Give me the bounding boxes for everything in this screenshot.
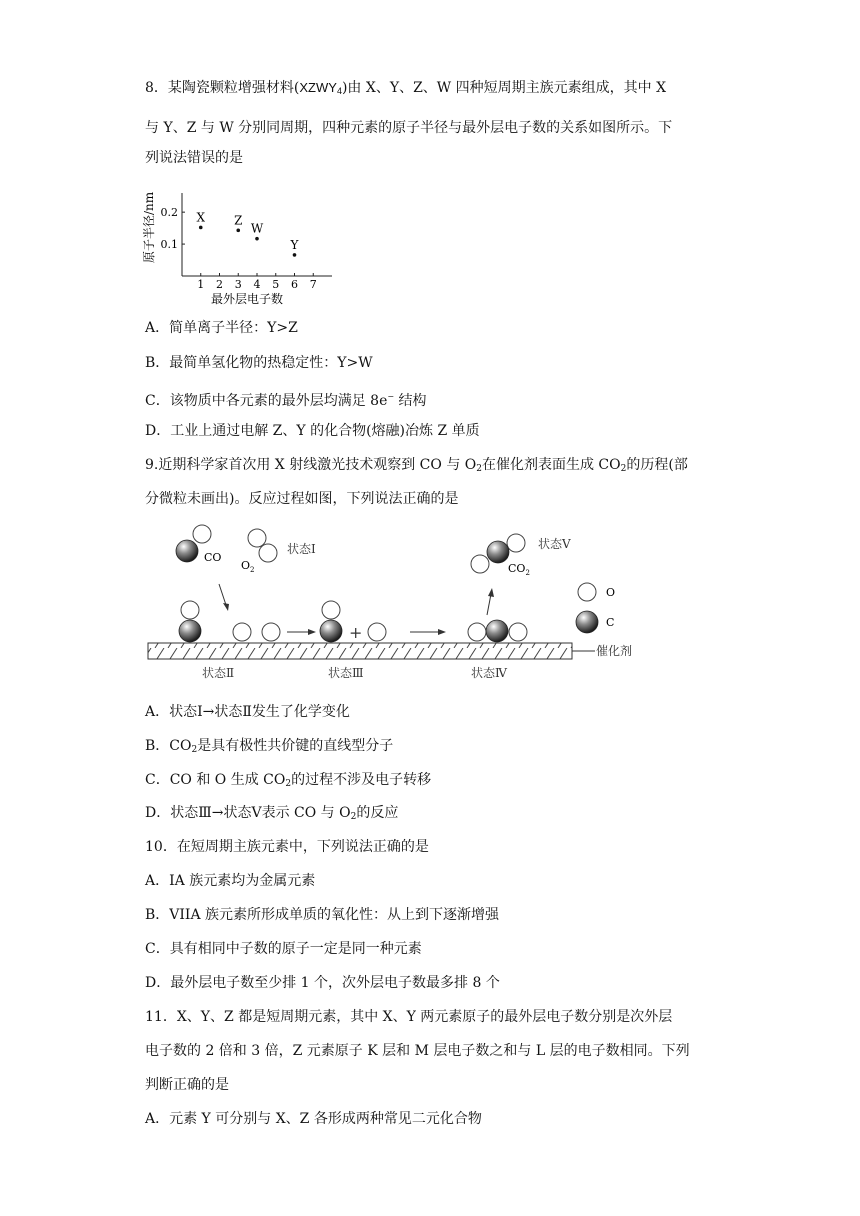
x-tick-label: 7 (309, 278, 317, 291)
arrowhead-3-4 (438, 629, 446, 635)
point-label-x: X (196, 210, 206, 225)
q9-sub-co2: 2 (620, 464, 627, 474)
legend-o-label: O (606, 586, 616, 599)
legend-c-icon (576, 611, 598, 633)
legend-o-icon (578, 583, 596, 601)
x-tick-label: 6 (291, 278, 298, 291)
q8-line1-post: )由 X、Y、Z、W 四种短周期主族元素组成，其中 X (341, 80, 667, 96)
q8-option-c-sup: − (387, 392, 395, 401)
arrowhead-4-5 (488, 588, 494, 597)
q9-option-c-b: 的过程不涉及电子转移 (291, 772, 432, 788)
point-label-y: Y (290, 237, 299, 252)
q11-stem-line2: 电子数的 2 倍和 3 倍，Z 元素原子 K 层和 M 层电子数之和与 L 层的电子数相同。下列 (145, 1043, 690, 1059)
q9-option-b (145, 736, 393, 760)
q9-option-d-sub: 2 (350, 812, 357, 822)
q9-option-d (145, 803, 398, 827)
o2-label: $O_2$ (241, 559, 255, 574)
point-label-w: W (250, 221, 264, 236)
q8-option-c-post: 结构 (394, 393, 427, 409)
catalyst-label: 催化剂 (596, 644, 633, 658)
legend (576, 583, 615, 633)
state-1 (176, 525, 316, 574)
data-point-z (236, 229, 240, 233)
q8-option-d: D．工业上通过电解 Z、Y 的化合物(熔融)冶炼 Z 单质 (145, 423, 480, 439)
q9-stem-line1 (145, 455, 688, 479)
q8-stem-line3: 列说法错误的是 (145, 150, 243, 166)
q8-stem-line1 (145, 78, 666, 101)
state-3-label: 状态Ⅲ (328, 666, 364, 680)
state-1-label: 状态Ⅰ (287, 542, 316, 556)
arrowhead-2-3 (308, 629, 316, 635)
q9-option-d-b: 的反应 (356, 805, 399, 821)
chart-ylabel: 原子半径/nm (142, 191, 156, 263)
q9-option-d-a: D．状态Ⅲ→状态Ⅴ表示 CO 与 O (145, 805, 351, 821)
state-5 (471, 534, 571, 577)
q9-option-c-a: C．CO 和 O 生成 CO (145, 772, 286, 788)
q10-stem: 10．在短周期主族元素中，下列说法正确的是 (145, 839, 429, 855)
arrow-1-2 (219, 584, 226, 605)
catalyst-surface (148, 643, 572, 659)
radius-chart (140, 185, 340, 310)
q8-option-b: B．最简单氢化物的热稳定性：Y>W (145, 355, 373, 371)
x-tick-label: 4 (253, 278, 261, 291)
state-4-label: 状态Ⅳ (471, 666, 507, 680)
q11-option-a: A．元素 Y 可分别与 X、Z 各形成两种常见二元化合物 (145, 1111, 482, 1127)
q8-option-c-pre: C．该物质中各元素的最外层均满足 8e (145, 393, 388, 409)
x-tick-label: 1 (197, 278, 205, 291)
chart-xlabel: 最外层电子数 (210, 292, 284, 306)
point-label-z: Z (234, 213, 243, 228)
q9-option-c (145, 770, 431, 794)
q10-option-c: C．具有相同中子数的原子一定是同一种元素 (145, 941, 422, 957)
q9-option-b-a: B．CO (145, 738, 192, 754)
q9-option-b-sub: 2 (191, 745, 198, 755)
state-2 (179, 601, 280, 680)
arrowhead-1-2 (223, 603, 229, 611)
data-point-y (293, 253, 297, 257)
q9-stem-line2: 分微粒未画出)。反应过程如图，下列说法正确的是 (145, 491, 459, 507)
q10-option-d: D．最外层电子数至少排 1 个，次外层电子数最多排 8 个 (145, 975, 500, 991)
co2-label: $CO_2$ (508, 562, 530, 577)
data-point-x (199, 226, 203, 230)
formula (299, 80, 342, 95)
q9-line1-b: 在催化剂表面生成 CO (481, 457, 621, 473)
q8-stem-line2: 与 Y、Z 与 W 分别同周期，四种元素的原子半径与最外层电子数的关系如图所示。下 (145, 120, 673, 136)
q9-line1-c: 的历程(部 (626, 457, 688, 473)
q9-option-b-b: 是具有极性共价键的直线型分子 (197, 738, 394, 754)
q9-sub-o2: 2 (476, 464, 482, 474)
x-tick-label: 5 (272, 278, 280, 291)
reaction-diagram (140, 522, 660, 687)
plus-sign: + (349, 623, 363, 642)
y-tick-label: 0.2 (160, 206, 178, 220)
q10-option-a: A．IA 族元素均为金属元素 (145, 873, 316, 889)
state-3 (320, 601, 386, 680)
formula-main: XZWY (299, 80, 337, 95)
q8-line1-pre: 8．某陶瓷颗粒增强材料( (145, 80, 300, 96)
q8-option-a: A．简单离子半径：Y>Z (145, 320, 298, 336)
chart-points (196, 210, 299, 256)
q11-stem-line1: 11．X、Y、Z 都是短周期元素，其中 X、Y 两元素原子的最外层电子数分别是次外层 (145, 1009, 673, 1025)
formula-sub: 4 (336, 86, 342, 96)
x-tick-label: 3 (234, 278, 242, 291)
legend-c-label: C (606, 616, 615, 629)
q8-option-c (145, 387, 427, 411)
co-label: CO (204, 551, 222, 564)
q9-line1-a: 9.近期科学家首次用 X 射线激光技术观察到 CO 与 O (145, 457, 477, 473)
q11-stem-line3: 判断正确的是 (145, 1077, 229, 1093)
y-tick-label: 0.1 (160, 238, 178, 252)
state-2-label: 状态Ⅱ (202, 666, 235, 680)
data-point-w (255, 237, 259, 241)
q9-option-a: A．状态Ⅰ→状态Ⅱ发生了化学变化 (145, 704, 350, 720)
q9-option-c-sub: 2 (285, 779, 292, 789)
x-tick-label: 2 (216, 278, 223, 291)
arrow-4-5 (487, 594, 491, 615)
q10-option-b: B．VIIA 族元素所形成单质的氧化性：从上到下逐渐增强 (145, 907, 500, 923)
state-5-label: 状态Ⅴ (538, 537, 571, 551)
